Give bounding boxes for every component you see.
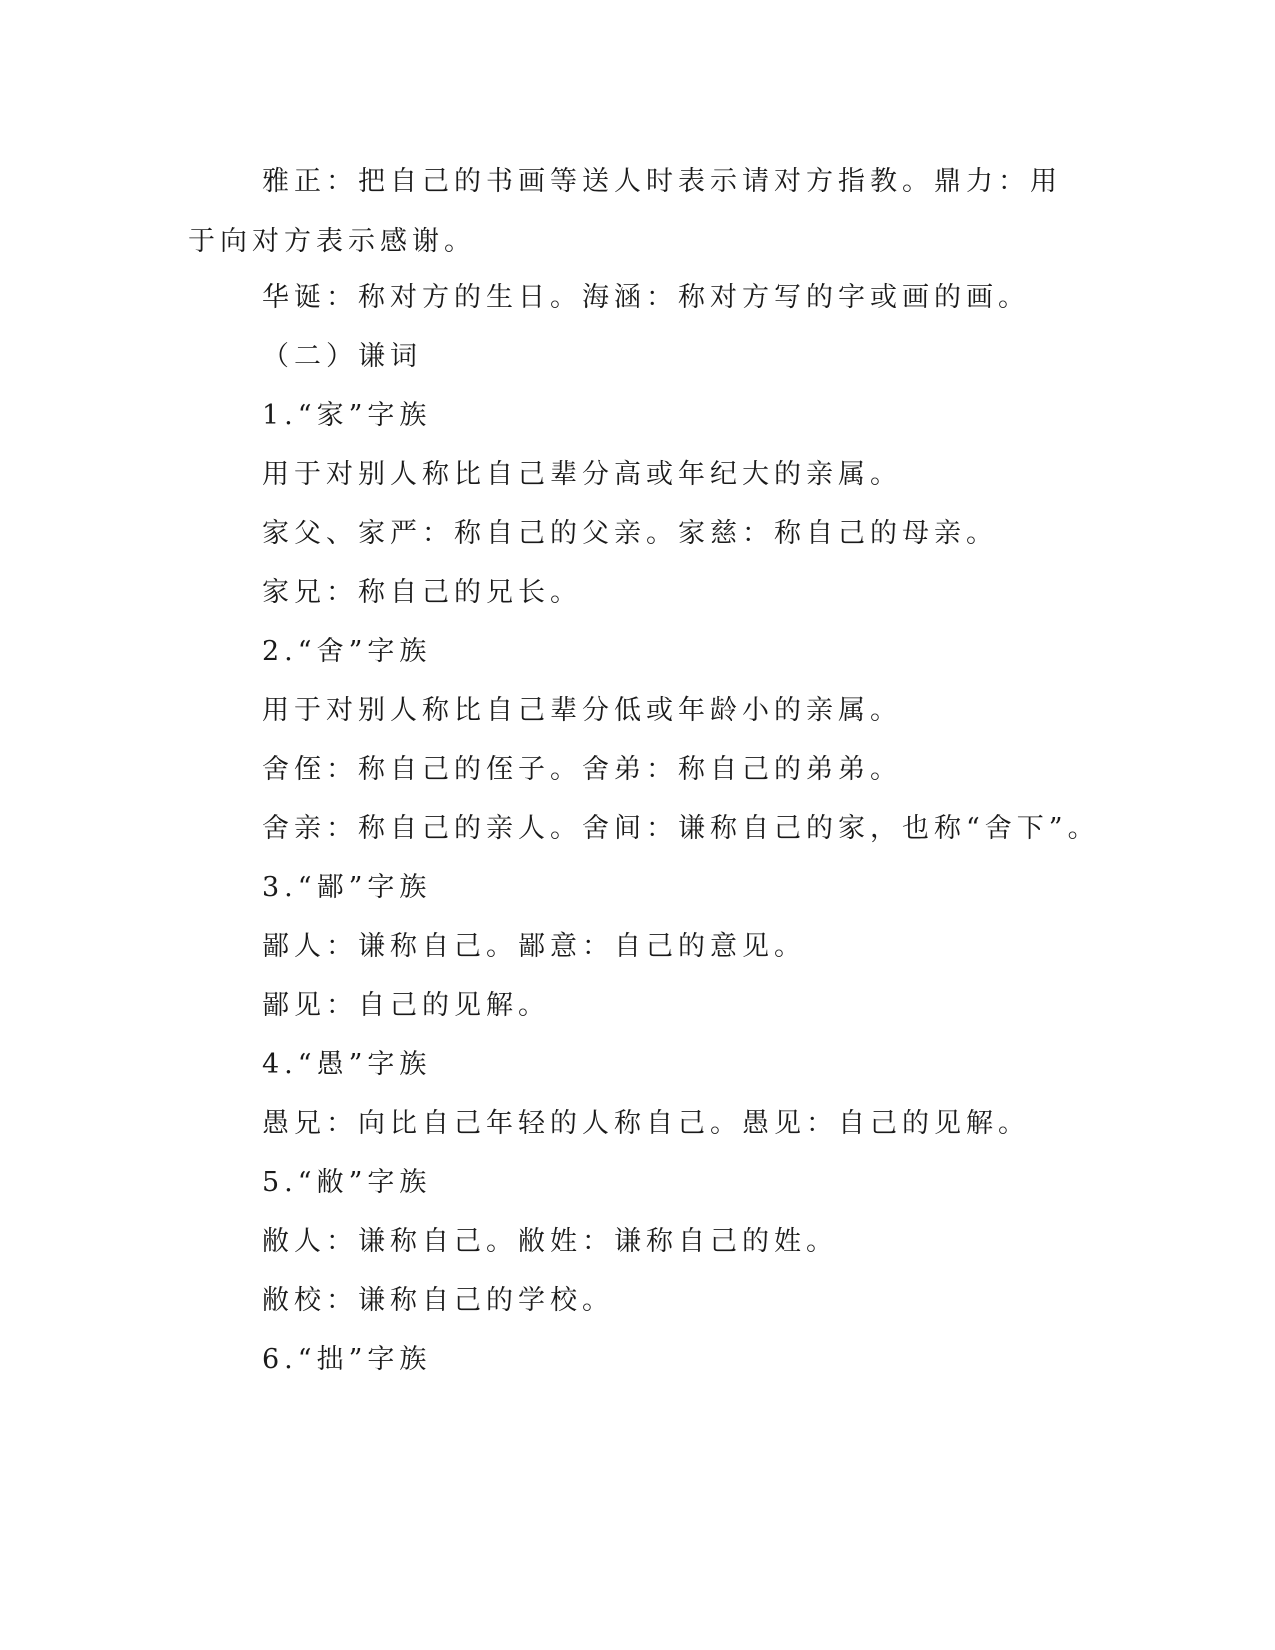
subheading-jia: 1.“家”字族 [262, 400, 432, 431]
paragraph-biren-bixing: 敝人：谦称自己。敝姓：谦称自己的姓。 [262, 1226, 838, 1257]
paragraph-yazheng-dingli: 雅正：把自己的书画等送人时表示请对方指教。鼎力：用于向对方表示感谢。 [188, 166, 1062, 257]
subheading-zhuo: 6.“拙”字族 [262, 1344, 432, 1375]
paragraph-sheqin-shejian: 舍亲：称自己的亲人。舍间：谦称自己的家，也称“舍下”。 [262, 813, 1100, 844]
paragraph-bijian: 鄙见：自己的见解。 [262, 990, 550, 1021]
subheading-yu: 4.“愚”字族 [262, 1049, 432, 1080]
paragraph-huadan-haihan: 华诞：称对方的生日。海涵：称对方写的字或画的画。 [262, 282, 1030, 313]
paragraph-jia-usage: 用于对别人称比自己辈分高或年纪大的亲属。 [262, 459, 902, 490]
paragraph-bixiao: 敝校：谦称自己的学校。 [262, 1285, 614, 1316]
subheading-bi: 3.“鄙”字族 [262, 872, 432, 903]
section-heading-qianci: （二）谦词 [262, 341, 422, 372]
paragraph-yuxiong-yujian: 愚兄：向比自己年轻的人称自己。愚见：自己的见解。 [262, 1108, 1030, 1139]
paragraph-biren-biyi: 鄙人：谦称自己。鄙意：自己的意见。 [262, 931, 806, 962]
paragraph-shezhi-shedi: 舍侄：称自己的侄子。舍弟：称自己的弟弟。 [262, 754, 902, 785]
paragraph-jiaxiong: 家兄：称自己的兄长。 [262, 577, 582, 608]
paragraph-jiafu-jiaci: 家父、家严：称自己的父亲。家慈：称自己的母亲。 [262, 518, 998, 549]
subheading-she: 2.“舍”字族 [262, 636, 432, 667]
subheading-bi-humble: 5.“敝”字族 [262, 1167, 432, 1198]
paragraph-she-usage: 用于对别人称比自己辈分低或年龄小的亲属。 [262, 695, 902, 726]
